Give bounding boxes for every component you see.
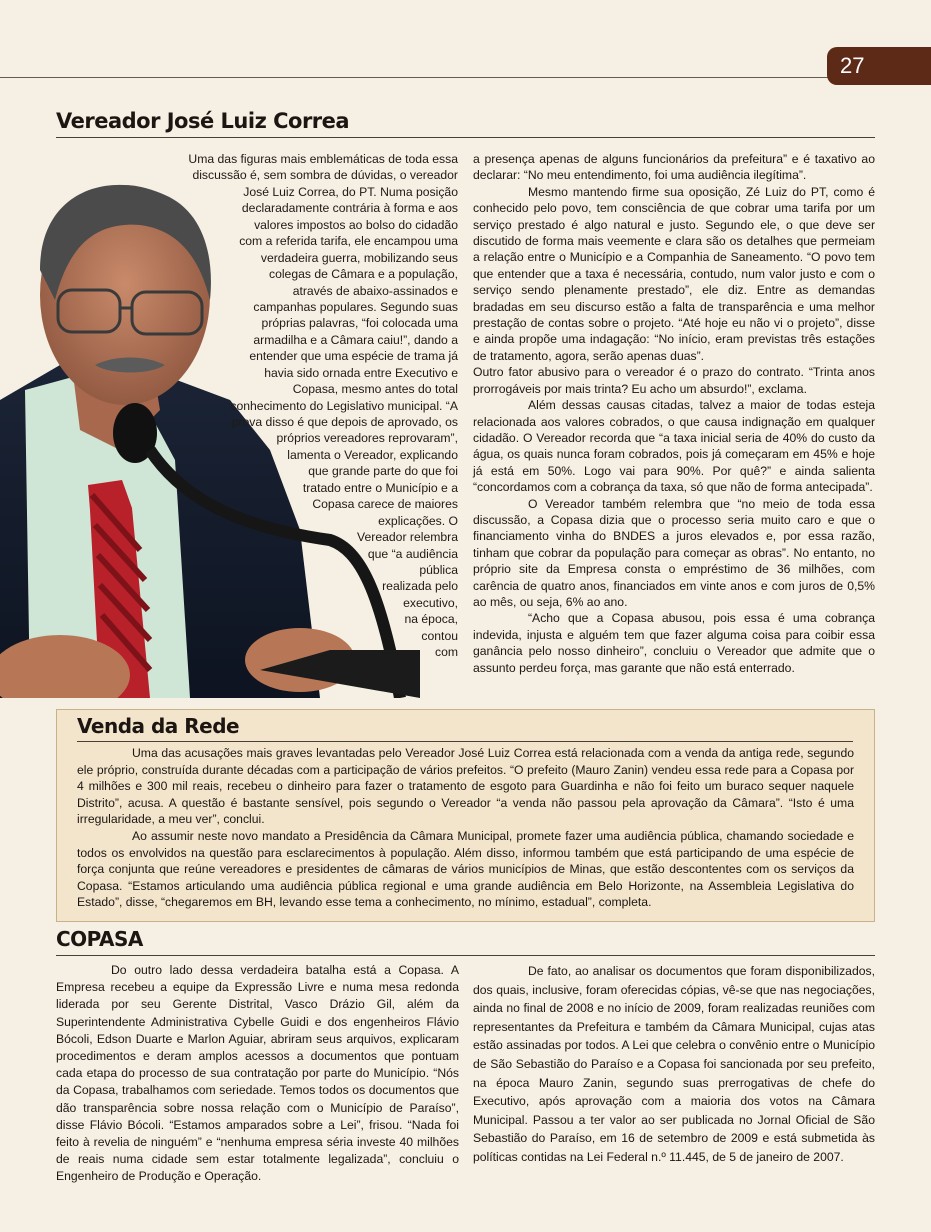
section-rule-copasa xyxy=(56,955,875,956)
wrap-line: próprias palavras, “foi colocada uma xyxy=(261,316,458,331)
wrap-line: com a referida tarifa, ele encampou uma xyxy=(239,234,458,249)
wrap-line: havia sido ornada entre Executivo e xyxy=(264,365,458,380)
vereador-right-column xyxy=(473,151,875,676)
page-number: 27 xyxy=(827,47,931,85)
vereador-paragraph: Mesmo mantendo firme sua oposição, Zé Luiz do PT, como é conhecido pelo povo, tem consciência de que cobrar uma tarifa por um serviço prestado é algo natural e justo. Segundo ele, o que deve ser discutido de forma mais veemente e clara são os detalhes que permeiam a relação entre o Município e a Companhia de Saneamento. “O povo tem que entender que a taxa é necessária, contudo, num valor justo e com o serviço sendo plenamente prestado”, ele diz. Entre as demandas bradadas em seu discurso estão a falta de transparência e uma melhor prestação de contas sobre o projeto. “Até hoje eu não vi o projeto”, disse e ainda propõe uma indagação: “No início, eram previstas três estações de tratamento, agora, serão apenas duas”. xyxy=(473,184,875,363)
wrap-line: declaradamente contrária à forma e aos xyxy=(241,201,458,216)
wrap-line: executivo, xyxy=(403,595,458,610)
wrap-line: Uma das figuras mais emblemáticas de toda essa xyxy=(188,152,458,166)
wrap-line: com xyxy=(434,645,458,660)
header-rule xyxy=(0,77,830,78)
venda-paragraph: Ao assumir neste novo mandato a Presidência da Câmara Municipal, promete fazer uma audiência pública, chamando sociedade e todos os envolvidos na questão para esclarecimentos à população. Além disso, informou também que está participando de uma espécie de força conjunta que reúne vereadores e presidentes de câmaras de vários municípios de Minas, que estão descontentes com os serviços da Copasa. “Estamos articulando uma audiência pública regional e uma grande audiência em Belo Horizonte, na Assembleia Legislativa do Estado”, disse, “chegaremos em BH, levando esse tema a conhecimento, no mínimo, estadual”, completa. xyxy=(77,828,854,910)
wrap-line: entender que uma espécie de trama já xyxy=(249,349,458,364)
wrap-line: pública xyxy=(419,562,458,577)
wrap-line: realizada pelo xyxy=(382,579,458,594)
wrap-line: José Luiz Correa, do PT. Numa posição xyxy=(243,184,458,199)
wrap-line: Vereador relembra xyxy=(357,530,458,545)
venda-paragraph: Uma das acusações mais graves levantadas pelo Vereador José Luiz Correa está relacionada com a venda da antiga rede, segundo ele próprio, construída durante décadas com a participação de vários prefeitos. “O prefeito (Mauro Zanin) vendeu essa rede para a Copasa por 4 milhões e 300 mil reais, recebeu o dinheiro para fazer o tratamento de esgoto para Guardinha e não foi feito um buraco sequer naquele Distrito”, acusa. A questão é bastante sensível, pois segundo o Vereador “a venda não passou pela aprovação da Câmara”. “Isto é uma irregularidade, a meu ver”, conclui. xyxy=(77,746,854,827)
wrap-line: valores impostos ao bolso do cidadão xyxy=(254,217,458,232)
wrap-text-column xyxy=(158,151,458,661)
section-title-vereador: Vereador José Luiz Correa xyxy=(56,109,350,133)
copasa-left-column xyxy=(56,962,459,1186)
section-rule-vereador xyxy=(56,137,875,138)
wrap-line: verdadeira guerra, mobilizando seus xyxy=(260,250,458,265)
wrap-line: discussão é, sem sombra de dúvidas, o vereador xyxy=(192,168,458,183)
venda-da-rede-text xyxy=(77,745,854,911)
vereador-paragraph: Outro fator abusivo para o vereador é o prazo do contrato. “Trinta anos prorrogáveis por mais trinta? Eu acho um absurdo!”, exclama. xyxy=(473,365,875,396)
section-title-venda: Venda da Rede xyxy=(77,714,240,738)
wrap-line: que “a audiência xyxy=(367,546,458,561)
wrap-line: que grande parte do que foi xyxy=(308,464,458,479)
wrap-line: armadilha e a Câmara caiu!”, dando a xyxy=(253,332,458,347)
wrap-line: próprios vereadores reprovaram”, xyxy=(276,431,458,446)
section-title-copasa: COPASA xyxy=(56,927,143,951)
copasa-right-column xyxy=(473,962,875,1167)
wrap-line: Copasa carece de maiores xyxy=(312,497,458,512)
wrap-line: através de abaixo-assinados e xyxy=(292,283,458,298)
vereador-paragraph: “Acho que a Copasa abusou, pois essa é uma cobrança indevida, injusta e alguém tem que fazer alguma coisa para coibir essa ganância pelo nosso dinheiro”, concluiu o Vereador que admite que o assunto perdeu força, mas garante que não está enterrado. xyxy=(473,611,875,675)
vereador-paragraph: O Vereador também relembra que “no meio de toda essa discussão, a Copasa dizia que o processo seria muito caro e que o financiamento vinha do BNDES a juros elevados e, por essa razão, tinham que cobrar da população para começar as obras”. No entanto, no próprio site da Empresa consta o empréstimo de 36 milhões, com carência de quatro anos, financiados em vinte anos e com juros de 0,5% ao mês, ou seja, 6% ao ano. xyxy=(473,496,875,609)
vereador-paragraph: a presença apenas de alguns funcionários da prefeitura” e é taxativo ao declarar: “No meu entendimento, foi uma audiência ilegítima”. xyxy=(473,152,875,183)
wrap-line: prova disso é que depois de aprovado, os xyxy=(231,415,458,429)
wrap-line: lamenta o Vereador, explicando xyxy=(287,447,458,462)
wrap-line: Copasa, mesmo antes do total xyxy=(292,382,458,397)
wrap-line: campanhas populares. Segundo suas xyxy=(253,299,458,314)
section-rule-venda xyxy=(77,741,853,742)
copasa-left-paragraph: Do outro lado dessa verdadeira batalha está a Copasa. A Empresa recebeu a equipe da Expressão Livre e numa mesa redonda liderada por seu Gerente Distrital, Vasco Drázio Gil, além da Superintendente Administrativa Cybelle Guidi e dos engenheiros Flávio Bócoli, Edson Duarte e Marlon Aguiar, abriram seus arquivos, explicaram procedimentos e deram amplos acessos a documentos que pontuam cada etapa do processo de sua contratação por parte do Município. “Nós da Copasa, trabalhamos com seriedade. Temos todos os documentos que dão transparência sobre nossa relação com o Município de Paraíso”, disse Flávio Bócoli. “Estamos amparados sobre a Lei”, frisou. “Nada foi feito à revelia de ninguém” e “nenhuma empresa séria investe 40 milhões de reais numa cidade sem estar totalmente legalizada”, concluiu o Engenheiro de Produção e Operação. xyxy=(56,963,459,1184)
vereador-paragraph: Além dessas causas citadas, talvez a maior de todas esteja relacionada aos valores cobrados, o que causa indignação em qualquer cidadão. O Vereador recorda que “a taxa inicial seria de 40% do custo da água, os quais nunca foram cobrados, pois já começaram em 45% e hoje já está em 50%. Logo vai para 90%. Por quê?” e ainda salienta “concordamos com a cobrança da taxa, só que não de forma antecipada”. xyxy=(473,398,875,495)
wrap-line: contou xyxy=(421,628,458,643)
wrap-line: conhecimento do Legislativo municipal. “A xyxy=(230,398,458,413)
wrap-line: na época, xyxy=(404,612,458,627)
wrap-line: tratado entre o Município e a xyxy=(302,480,458,495)
wrap-line: explicações. O xyxy=(378,513,458,528)
wrap-line: colegas de Câmara e a população, xyxy=(268,267,458,282)
copasa-right-paragraph: De fato, ao analisar os documentos que foram disponibilizados, dos quais, inclusive, foram oferecidas cópias, vê-se que nas negociações, ainda no final de 2008 e no início de 2009, foram realizadas reuniões com representantes da Prefeitura e também da Câmara Municipal, cujas atas estão assinadas por todos. A Lei que celebra o convênio entre o Município de São Sebastião do Paraíso e a Copasa foi sancionada por seu prefeito, na época Mauro Zanin, segundo suas prerrogativas de chefe do Executivo, após aprovação com a maioria dos votos na Câmara Municipal. Passou a ter valor ao ser publicada no Jornal Oficial de São Sebastião do Paraíso, em 16 de setembro de 2009 e está submetida às políticas contidas na Lei Federal n.º 11.445, de 5 de janeiro de 2007. xyxy=(473,964,875,1164)
